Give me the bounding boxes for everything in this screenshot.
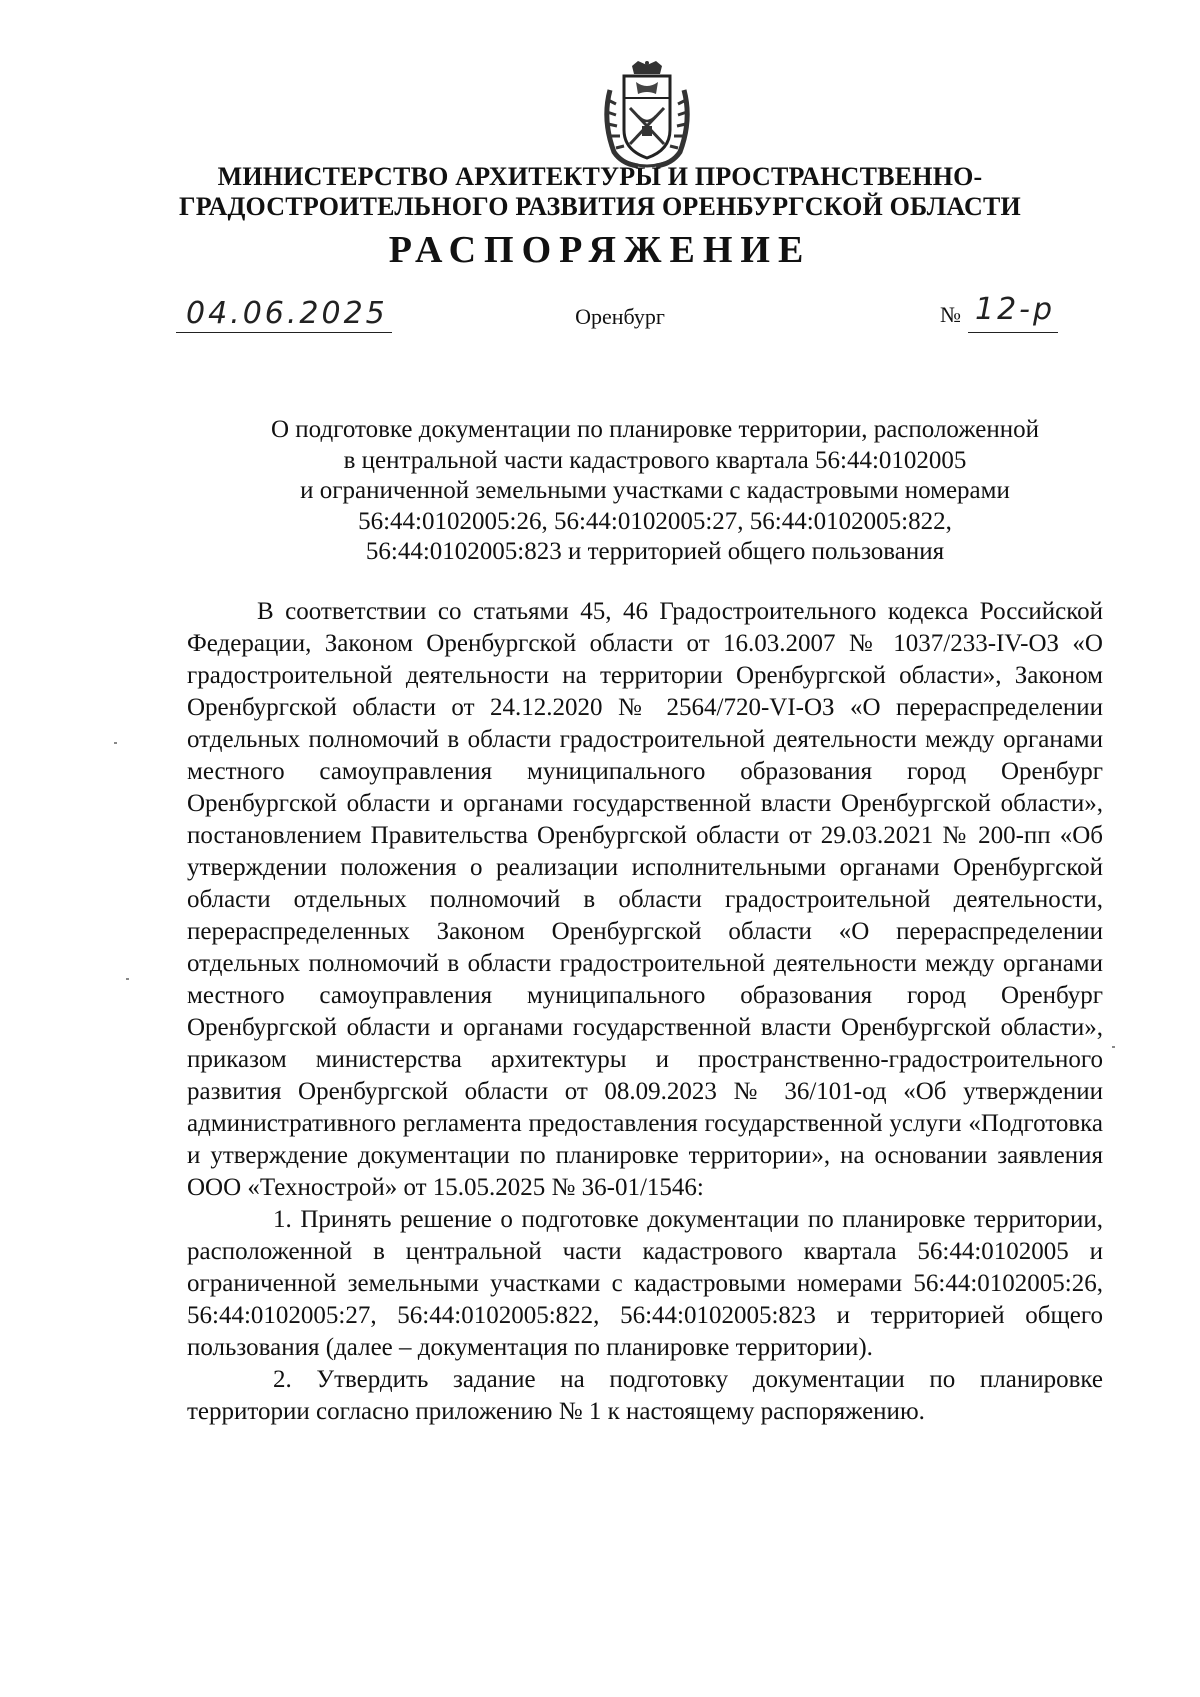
scan-speck xyxy=(114,742,117,744)
scan-speck xyxy=(1112,1046,1115,1048)
document-type-title: РАСПОРЯЖЕНИЕ xyxy=(388,229,812,271)
handwritten-date: 04.06.2025 xyxy=(186,296,388,331)
city-name: Оренбург xyxy=(575,304,665,329)
ministry-name xyxy=(150,162,1050,222)
item-2-paragraph: 2. Утвердить задание на подготовку документации по планировке территории согласно приложению № 1 к настоящему распоряжению. xyxy=(187,1366,1103,1425)
subject-line: и ограниченной земельными участками с кадастровыми номерами xyxy=(300,477,1010,504)
preamble-paragraph: В соответствии со статьями 45, 46 Градостроительного кодекса Российской Федерации, Законом Оренбургской области от 16.03.2007 № 1037/233-IV-ОЗ «О градостроительной деятельности на территории Оренбургской области», Законом Оренбургской области от 24.12.2020 № 2564/720-VI-ОЗ «О перераспределении отдельных полномочий в области градостроительной деятельности между органами местного самоуправления муниципального образования город Оренбург Оренбургской области и органами государственной власти Оренбургской области», постановлением Правительства Оренбургской области от 29.03.2021 № 200-пп «Об утверждении положения о реализации исполнительными органами Оренбургской области отдельных полномочий в области градостроительной деятельности, перераспределенных Законом Оренбургской области «О перераспределении отдельных полномочий в области градостроительной деятельности между органами местного самоуправления муниципального образования город Оренбург Оренбургской области и органами государственной власти Оренбургской области», приказом министерства архитектуры и пространственно-градостроительного развития Оренбургской области от 08.09.2023 № 36/101-од «Об утверждении административного регламента предоставления государственной услуги «Подготовка и утверждение документации по планировке территории», на основании заявления ООО «Технострой» от 15.05.2025 № 36-01/1546: xyxy=(187,598,1103,1201)
subject-line: 56:44:0102005:823 и территорией общего пользования xyxy=(365,538,945,565)
document-subject xyxy=(210,415,1100,568)
item-1-paragraph: 1. Принять решение о подготовке документации по планировке территории, расположенной в центральной части кадастрового квартала 56:44:0102005 и ограниченной земельными участками с кадастровыми номерами 56:44:0102005:26, 56:44:0102005:27, 56:44:0102005:822, 56:44:0102005:823 и территорией общего пользования (далее – документация по планировке территории). xyxy=(187,1206,1103,1361)
ministry-name-line2: ГРАДОСТРОИТЕЛЬНОГО РАЗВИТИЯ ОРЕНБУРГСКОЙ ОБЛАСТИ xyxy=(179,192,1021,221)
number-underline xyxy=(968,332,1058,333)
handwritten-number: 12-р xyxy=(975,292,1056,327)
number-label: № xyxy=(940,302,961,327)
scan-speck xyxy=(126,978,129,980)
date-underline xyxy=(176,332,392,333)
subject-line: О подготовке документации по планировке территории, расположенной xyxy=(271,416,1039,443)
subject-line: в центральной части кадастрового квартала 56:44:0102005 xyxy=(343,446,967,474)
subject-line: 56:44:0102005:26, 56:44:0102005:27, 56:44:0102005:822, xyxy=(358,507,952,535)
document-body xyxy=(187,596,1103,1428)
coat-of-arms-emblem xyxy=(598,60,696,170)
ministry-name-line1: МИНИСТЕРСТВО АРХИТЕКТУРЫ И ПРОСТРАНСТВЕННО- xyxy=(217,162,983,191)
